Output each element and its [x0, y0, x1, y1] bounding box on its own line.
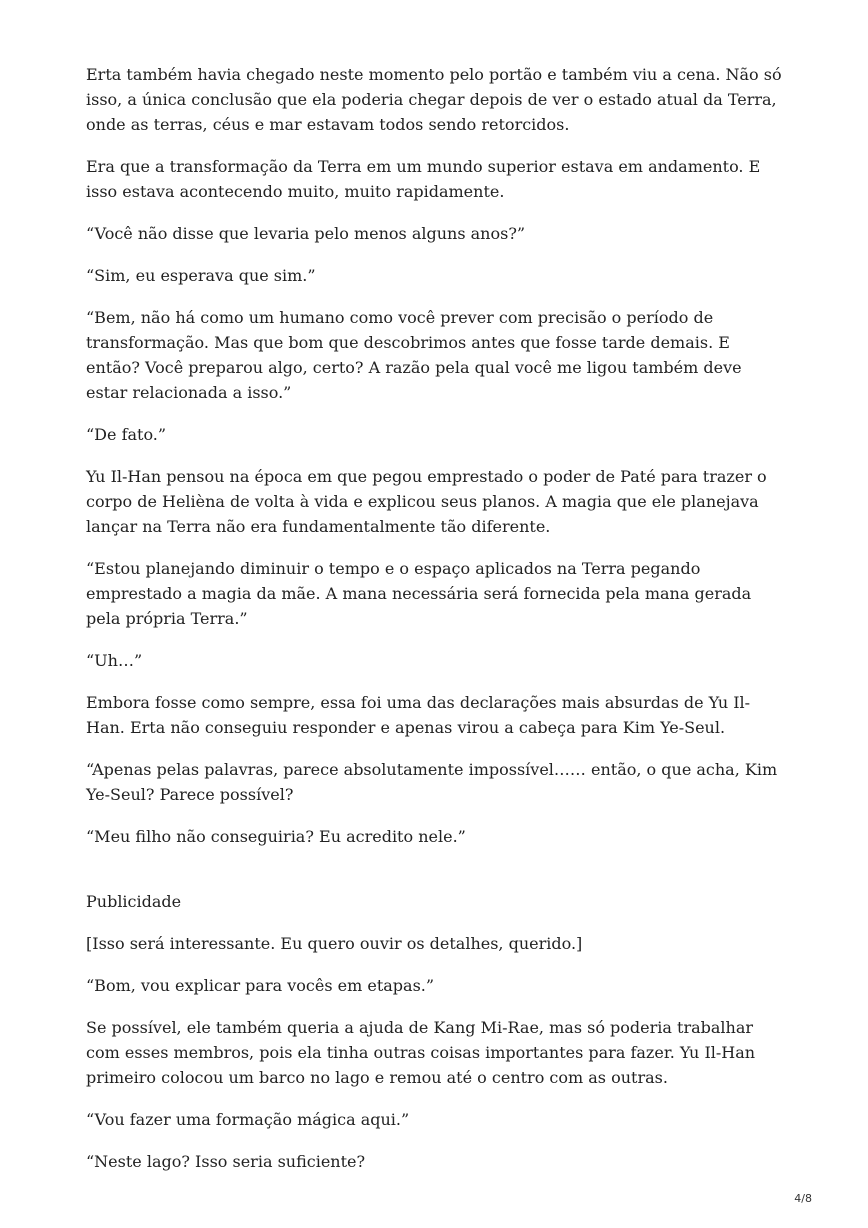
- paragraph-narration: Embora fosse como sempre, essa foi uma das declarações mais absurdas de Yu Il-Han. Erta não conseguiu responder e apenas virou a cabeça para Kim Ye-Seul.: [86, 693, 751, 737]
- page-number: 4/8: [794, 1192, 812, 1205]
- paragraph-dialogue: “Você não disse que levaria pelo menos alguns anos?”: [86, 224, 526, 243]
- paragraph-dialogue: “Estou planejando diminuir o tempo e o espaço aplicados na Terra pegando emprestado a magia da mãe. A mana necessária será fornecida pela mana gerada pela própria Terra.”: [86, 559, 752, 628]
- advertisement-label: Publicidade: [86, 892, 182, 911]
- paragraph-erta-arrival: Erta também havia chegado neste momento pelo portão e também viu a cena. Não só isso, a única conclusão que ela poderia chegar depois de ver o estado atual da Terra, onde as terras, céus e mar estavam todos sendo retorcidos.: [86, 65, 782, 134]
- paragraph-dialogue: [Isso será interessante. Eu quero ouvir os detalhes, querido.]: [86, 934, 583, 953]
- paragraph-dialogue: “Sim, eu esperava que sim.”: [86, 266, 316, 285]
- paragraph-narration: Yu Il-Han pensou na época em que pegou emprestado o poder de Paté para trazer o corpo de Helièna de volta à vida e explicou seus planos. A magia que ele planejava lançar na Terra não era fundamentalmente tão diferente.: [86, 467, 767, 536]
- paragraph-transformation: Era que a transformação da Terra em um mundo superior estava em andamento. E isso estava acontecendo muito, muito rapidamente.: [86, 157, 761, 201]
- paragraph-dialogue: “Neste lago? Isso seria suficiente?: [86, 1152, 366, 1171]
- document-page: [86, 62, 786, 1191]
- paragraph-dialogue: “Apenas pelas palavras, parece absolutamente impossível…… então, o que acha, Kim Ye-Seul? Parece possível?: [86, 760, 778, 804]
- paragraph-dialogue: “Bem, não há como um humano como você prever com precisão o período de transformação. Mas que bom que descobrimos antes que fosse tarde demais. E então? Você preparou algo, certo? A razão pela qual você me ligou também deve estar relacionada a isso.”: [86, 308, 742, 402]
- paragraph-narration: Se possível, ele também queria a ajuda de Kang Mi-Rae, mas só poderia trabalhar com esses membros, pois ela tinha outras coisas importantes para fazer. Yu Il-Han primeiro colocou um barco no lago e remou até o centro com as outras.: [86, 1018, 756, 1087]
- paragraph-dialogue: “Vou fazer uma formação mágica aqui.”: [86, 1110, 410, 1129]
- paragraph-dialogue: “Meu filho não conseguiria? Eu acredito nele.”: [86, 827, 466, 846]
- paragraph-dialogue: “De fato.”: [86, 425, 167, 444]
- paragraph-dialogue: “Uh…”: [86, 651, 143, 670]
- paragraph-dialogue: “Bom, vou explicar para vocês em etapas.”: [86, 976, 435, 995]
